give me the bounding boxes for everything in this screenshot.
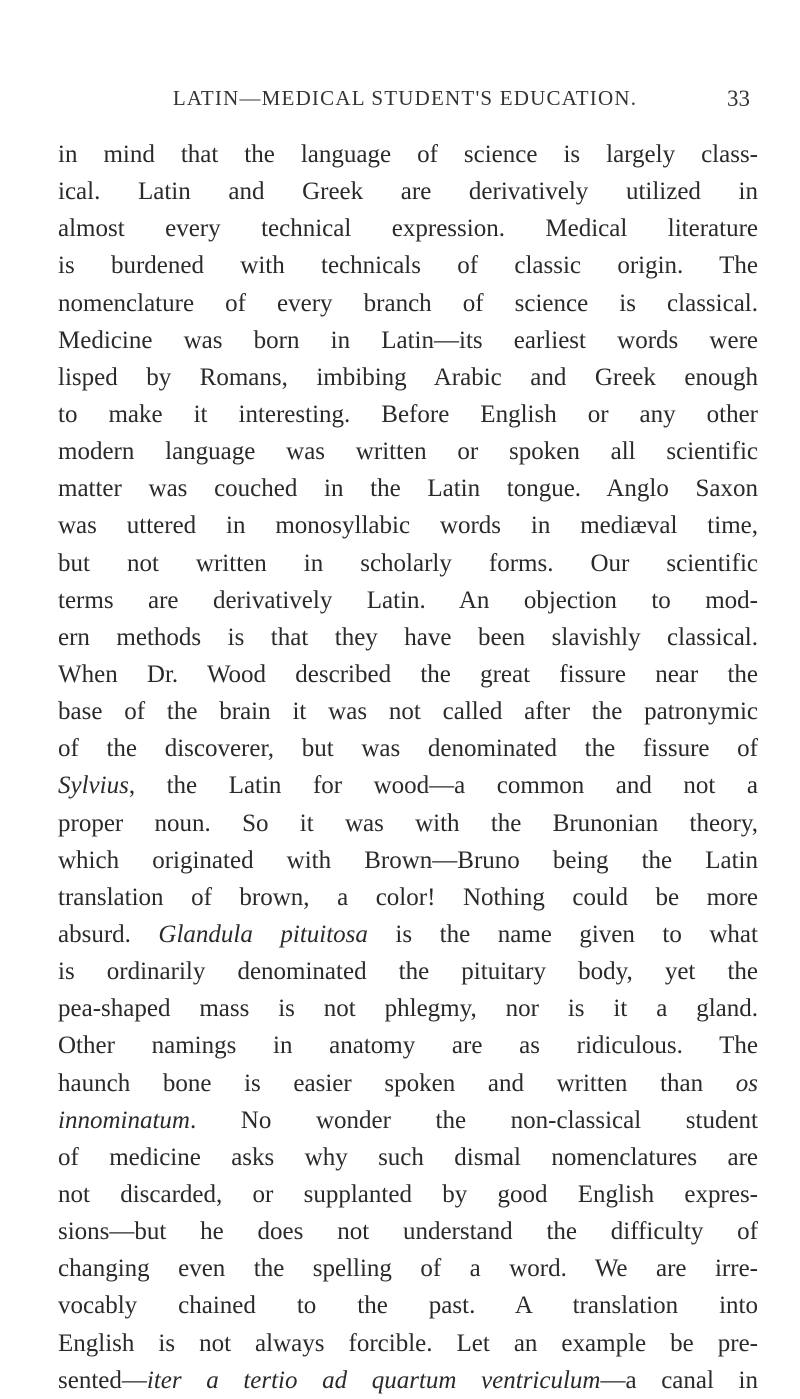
text-run: lisped by Romans, imbibing Arabic and Greek enough bbox=[58, 363, 758, 391]
text-line bbox=[58, 173, 758, 210]
text-run: , the Latin for wood—a common and not a bbox=[128, 772, 758, 800]
text-run: —a canal in bbox=[600, 1366, 758, 1394]
text-line bbox=[58, 396, 758, 433]
text-line bbox=[58, 359, 758, 396]
text-run: matter was couched in the Latin tongue. Anglo Saxon bbox=[58, 475, 758, 503]
text-run: changing even the spelling of a word. We are irre- bbox=[58, 1255, 758, 1283]
text-line bbox=[58, 953, 758, 990]
text-line bbox=[58, 1176, 758, 1213]
text-run: English is not always forcible. Let an example be pre- bbox=[58, 1329, 758, 1357]
text-run: When Dr. Wood described the great fissure near the bbox=[58, 660, 758, 688]
text-run: base of the brain it was not called after the patronymic bbox=[58, 698, 758, 726]
text-run: in mind that the language of science is largely class- bbox=[58, 141, 758, 168]
text-run: which originated with Brown—Bruno being the Latin bbox=[58, 846, 758, 874]
text-run: . No wonder the non-classical student bbox=[189, 1106, 758, 1134]
text-line bbox=[58, 545, 758, 582]
text-run: to make it interesting. Before English or any other bbox=[58, 400, 758, 428]
italic-text: Glandula pituitosa bbox=[158, 920, 368, 948]
text-run: translation of brown, a color! Nothing could be more bbox=[58, 883, 758, 911]
italic-text: iter a tertio ad quartum ventriculum bbox=[146, 1366, 601, 1394]
text-run: of the discoverer, but was denominated the fissure of bbox=[58, 735, 758, 763]
text-line bbox=[58, 1325, 758, 1362]
italic-text: os bbox=[735, 1069, 758, 1097]
text-line bbox=[58, 507, 758, 544]
text-line bbox=[58, 656, 758, 693]
running-head bbox=[60, 86, 750, 116]
text-run: ern methods is that they have been slavishly classical. bbox=[58, 623, 758, 651]
text-run: is ordinarily denominated the pituitary body, yet the bbox=[58, 958, 758, 986]
text-line bbox=[58, 1362, 758, 1399]
text-line bbox=[58, 285, 758, 322]
text-line bbox=[58, 767, 758, 804]
text-line bbox=[58, 1139, 758, 1176]
text-line bbox=[58, 1250, 758, 1287]
text-run: almost every technical expression. Medical literature bbox=[58, 215, 758, 243]
text-run: is burdened with technicals of classic origin. The bbox=[58, 252, 758, 280]
text-run: not discarded, or supplanted by good English expres- bbox=[58, 1180, 758, 1208]
text-line bbox=[58, 730, 758, 767]
body-paragraph bbox=[58, 136, 758, 1399]
text-run: but not written in scholarly forms. Our scientific bbox=[58, 549, 758, 577]
text-run: nomenclature of every branch of science is classical. bbox=[58, 289, 758, 317]
text-line bbox=[58, 990, 758, 1027]
text-line bbox=[58, 619, 758, 656]
text-run: sented— bbox=[58, 1366, 147, 1394]
text-run: of medicine asks why such dismal nomenclatures are bbox=[58, 1143, 758, 1171]
text-line bbox=[58, 433, 758, 470]
text-line bbox=[58, 322, 758, 359]
text-line bbox=[58, 1027, 758, 1064]
text-line bbox=[58, 879, 758, 916]
text-run: vocably chained to the past. A translation into bbox=[58, 1292, 758, 1320]
text-line bbox=[58, 916, 758, 953]
text-run: sions—but he does not understand the difficulty of bbox=[58, 1218, 758, 1246]
text-line bbox=[58, 693, 758, 730]
text-run: is the name given to what bbox=[367, 920, 758, 948]
running-head-title: LATIN—MEDICAL STUDENT'S EDUCATION. bbox=[172, 86, 638, 110]
text-run: was uttered in monosyllabic words in mediæval time, bbox=[58, 512, 758, 540]
text-line bbox=[58, 247, 758, 284]
text-run: haunch bone is easier spoken and written than bbox=[58, 1069, 736, 1097]
italic-text: innominatum bbox=[58, 1106, 190, 1134]
text-line bbox=[58, 805, 758, 842]
text-run: proper noun. So it was with the Brunonian theory, bbox=[58, 809, 758, 837]
page-number: 33 bbox=[727, 86, 750, 111]
italic-text: Sylvius bbox=[58, 772, 129, 800]
text-line bbox=[58, 210, 758, 247]
text-run: Other namings in anatomy are as ridiculous. The bbox=[58, 1032, 758, 1060]
text-run: pea-shaped mass is not phlegmy, nor is it a gland. bbox=[58, 995, 758, 1023]
text-line bbox=[58, 842, 758, 879]
text-line bbox=[58, 470, 758, 507]
text-line bbox=[58, 1102, 758, 1139]
text-line bbox=[58, 136, 758, 173]
text-run: Medicine was born in Latin—its earliest words were bbox=[58, 326, 758, 354]
text-run: terms are derivatively Latin. An objection to mod- bbox=[58, 586, 758, 614]
text-run: modern language was written or spoken all scientific bbox=[58, 438, 758, 466]
text-line bbox=[58, 1213, 758, 1250]
text-run: ical. Latin and Greek are derivatively utilized in bbox=[58, 178, 758, 206]
text-line bbox=[58, 582, 758, 619]
text-run: absurd. bbox=[58, 920, 159, 948]
text-line bbox=[58, 1065, 758, 1102]
text-line bbox=[58, 1287, 758, 1324]
